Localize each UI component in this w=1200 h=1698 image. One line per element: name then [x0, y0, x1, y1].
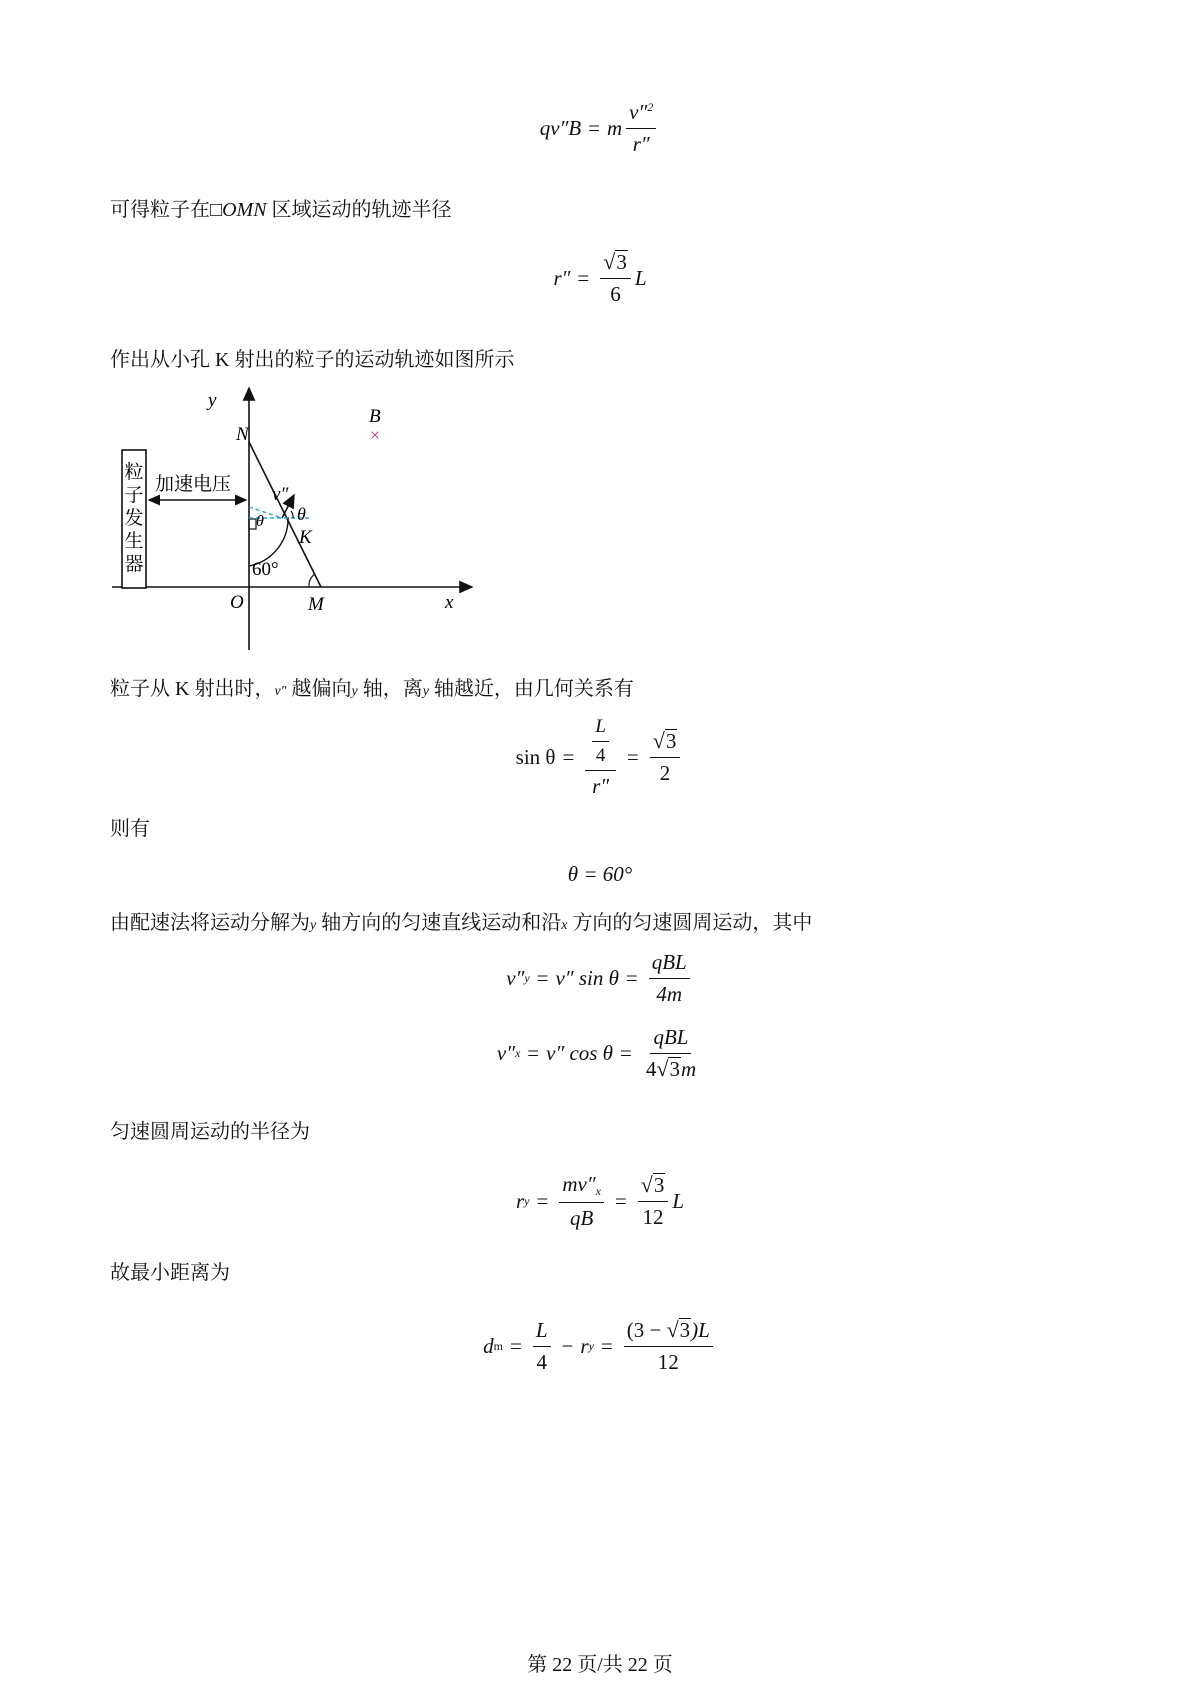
- theta-arc: [291, 511, 293, 518]
- text-line-5: 由配速法将运动分解为y 轴方向的匀速直线运动和沿x 方向的匀速圆周运动，其中: [110, 912, 813, 934]
- equation-sin-theta: sin θ = $\frac{\frac{L}{4}}{r''}$ = √ 3 2: [0, 716, 1200, 799]
- svg-text:K: K: [299, 527, 312, 548]
- svg-text:O: O: [230, 592, 244, 613]
- svg-text:60°: 60°: [252, 559, 279, 580]
- voltage-label: 加速电压: [155, 474, 232, 495]
- equation-vy: v″ y = v″ sin θ = $\frac{\text{qBL}}{4m}$: [0, 950, 1200, 1007]
- page-footer: 第 22 页/共 22 页: [527, 1654, 673, 1676]
- right-angle-mark: [249, 519, 256, 529]
- equation-ry: r y = $\frac{mv''_x}{qB}$ = √ 3 12 L: [515, 1172, 685, 1230]
- svg-text:θ: θ: [297, 504, 306, 524]
- svg-text:x: x: [445, 592, 454, 613]
- generator-char: 子: [124, 485, 144, 506]
- generator-char: 生: [124, 531, 144, 552]
- equation-lorentz-force: qv″B = m $\frac{v''^2}{r''}$: [0, 100, 1200, 157]
- generator-char: 粒: [124, 462, 144, 483]
- svg-text:N: N: [236, 424, 249, 445]
- equation-radius: r″ = √ 3 6 L: [553, 249, 647, 306]
- text-line-4: 则有: [110, 818, 150, 840]
- text-line-1: 可得粒子在□OMN 区域运动的轨迹半径: [110, 199, 452, 221]
- text-line-2: 作出从小孔 K 射出的粒子的运动轨迹如图所示: [110, 349, 515, 371]
- trajectory-diagram: [100, 380, 500, 655]
- equation-theta-value: θ = 60°: [567, 862, 633, 886]
- generator-char: 发: [124, 508, 144, 529]
- svg-text:v″: v″: [272, 484, 289, 505]
- equation-vx: v″ x = v″ cos θ = qBL 4 √ 3 m: [496, 1025, 697, 1081]
- svg-text:M: M: [308, 594, 324, 615]
- dashed-slant: [249, 507, 282, 518]
- text-line-6: 匀速圆周运动的半径为: [110, 1121, 310, 1143]
- svg-text:y: y: [208, 390, 217, 411]
- svg-text:θ: θ: [256, 513, 264, 530]
- text-line-7: 故最小距离为: [110, 1262, 230, 1284]
- svg-text:×: ×: [369, 425, 381, 445]
- text-line-3: 粒子从 K 射出时，v″ 越偏向y 轴，离y 轴越近，由几何关系有: [110, 678, 634, 700]
- svg-text:B: B: [369, 406, 381, 427]
- angle-60-arc: [309, 574, 315, 587]
- generator-char: 器: [124, 554, 144, 575]
- equation-min-distance: d m = $\frac{L}{4}$ − r y = (3 − √ 3 )L 12: [0, 1318, 1200, 1375]
